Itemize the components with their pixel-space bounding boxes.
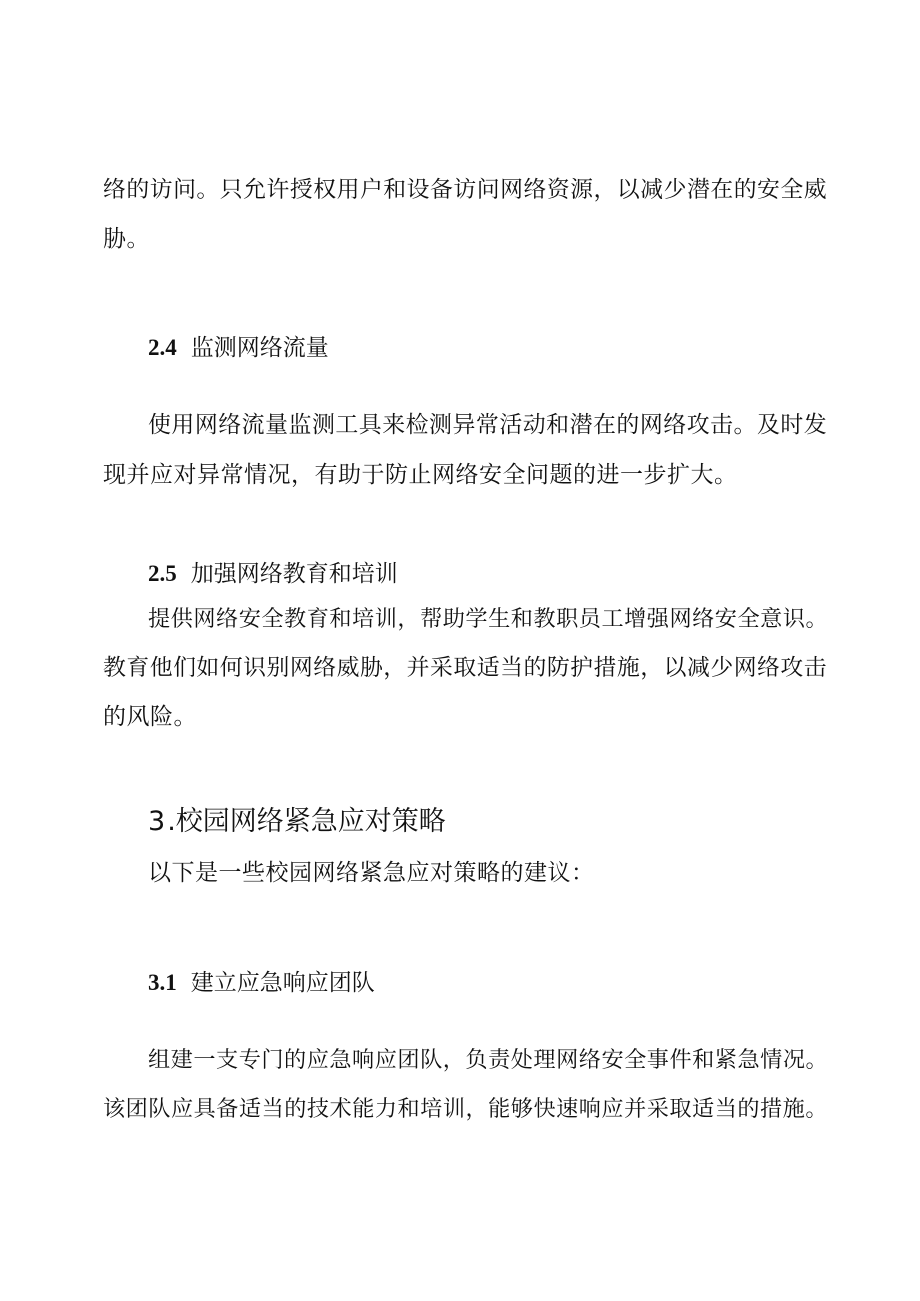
paragraph-2-5-line-3: 的风险。: [103, 704, 197, 730]
section-heading-3-1: [148, 968, 375, 998]
section-title: .校园网络紧急应对策略: [167, 806, 446, 837]
paragraph-3-1-line-2: 该团队应具备适当的技术能力和培训，能够快速响应并采取适当的措施。: [103, 1096, 828, 1122]
paragraph-intro-line-2: 胁。: [103, 226, 150, 252]
paragraph-3-line-1: 以下是一些校园网络紧急应对策略的建议：: [148, 860, 595, 886]
section-number: 3.1: [148, 970, 177, 995]
paragraph-intro-line-1: 络的访问。只允许授权用户和设备访问网络资源，以减少潜在的安全威: [103, 177, 828, 203]
section-heading-3: [148, 805, 446, 839]
paragraph-2-5-line-1: 提供网络安全教育和培训，帮助学生和教职员工增强网络安全意识。: [148, 606, 829, 632]
paragraph-2-5-line-2: 教育他们如何识别网络威胁，并采取适当的防护措施，以减少网络攻击: [103, 655, 828, 681]
section-title: 建立应急响应团队: [190, 970, 375, 996]
paragraph-2-4-line-1: 使用网络流量监测工具来检测异常活动和潜在的网络攻击。及时发: [148, 412, 828, 438]
section-number: 2.5: [148, 561, 177, 586]
paragraph-2-4-line-2: 现并应对异常情况，有助于防止网络安全问题的进一步扩大。: [103, 462, 738, 488]
section-title: 监测网络流量: [190, 335, 329, 361]
section-heading-2-5: [148, 559, 398, 589]
paragraph-3-1-line-1: 组建一支专门的应急响应团队，负责处理网络安全事件和紧急情况。: [148, 1047, 829, 1073]
section-number: 3: [148, 806, 166, 837]
section-number: 2.4: [148, 335, 177, 360]
section-heading-2-4: [148, 333, 329, 363]
section-title: 加强网络教育和培训: [190, 561, 398, 587]
